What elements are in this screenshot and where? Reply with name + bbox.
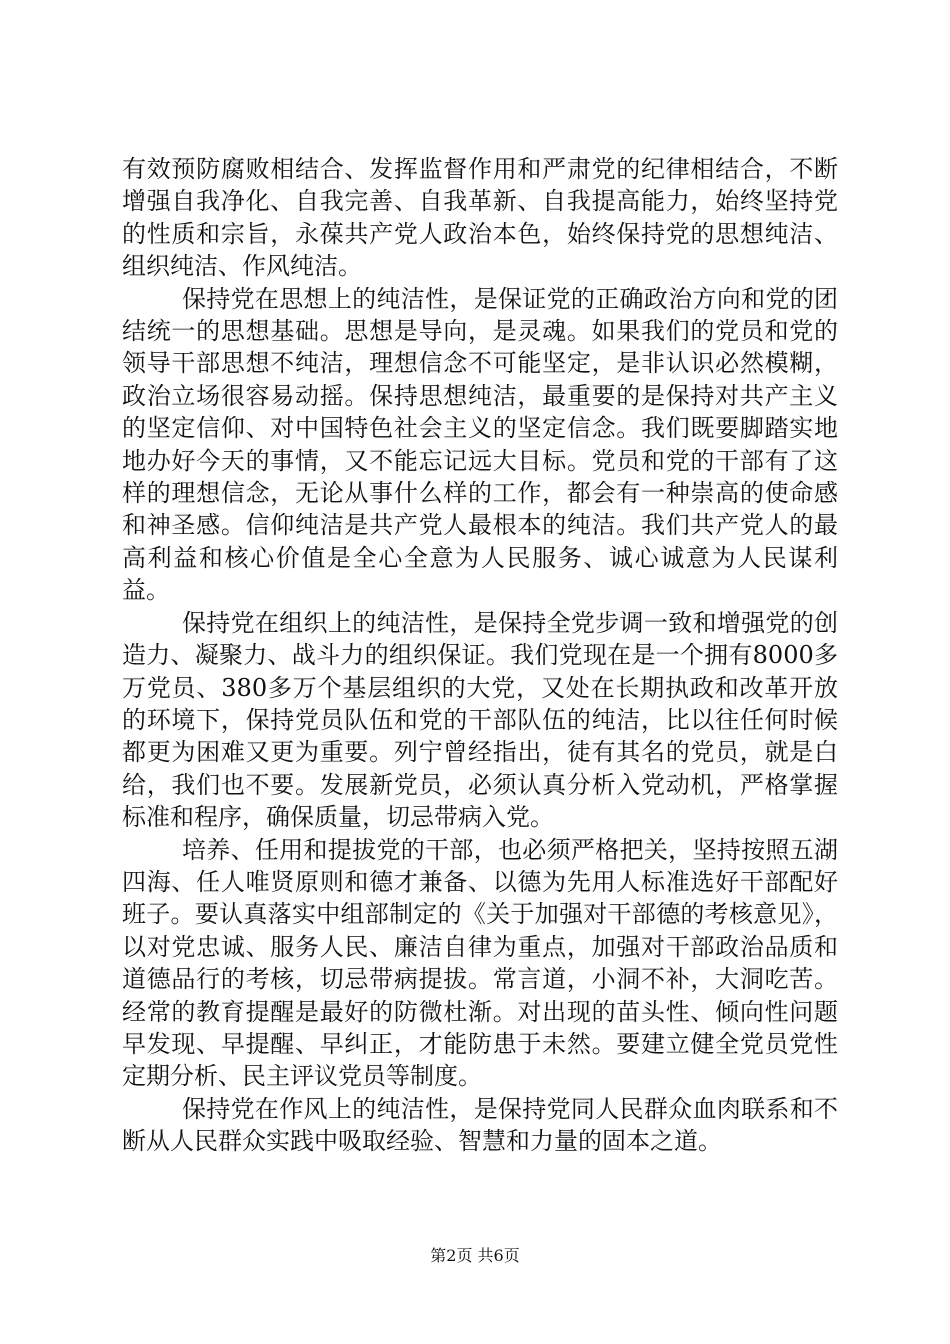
paragraph-3: 保持党在组织上的纯洁性，是保持全党步调一致和增强党的创造力、凝聚力、战斗力的组织保证。我们党现在是一个拥有8000多万党员、380多万个基层组织的大党，又处在长期执政和改革开放的环境下，保持党员队伍和党的干部队伍的纯洁，比以往任何时候都更为困难又更为重要。列宁曾经指出，徒有其名的党员，就是白给，我们也不要。发展新党员，必须认真分析入党动机，严格掌握标准和程序，确保质量，切忌带病入党。 xyxy=(122,608,838,832)
page-number-footer: 第2页 共6页 xyxy=(430,1246,520,1265)
paragraph-4: 培养、任用和提拔党的干部，也必须严格把关，坚持按照五湖四海、任人唯贤原则和德才兼备、以德为先用人标准选好干部配好班子。要认真落实中组部制定的《关于加强对干部德的考核意见》，以对党忠诚、服务人民、廉洁自律为重点，加强对干部政治品质和道德品行的考核，切忌带病提拔。常言道，小洞不补，大洞吃苦。经常的教育提醒是最好的防微杜渐。对出现的苗头性、倾向性问题早发现、早提醒、早纠正，才能防患于未然。要建立健全党员党性定期分析、民主评议党员等制度。 xyxy=(122,835,838,1091)
body-text xyxy=(122,153,838,1158)
paragraph-1: 有效预防腐败相结合、发挥监督作用和严肃党的纪律相结合，不断增强自我净化、自我完善、自我革新、自我提高能力，始终坚持党的性质和宗旨，永葆共产党人政治本色，始终保持党的思想纯洁、组织纯洁、作风纯洁。 xyxy=(122,155,838,281)
paragraph-2: 保持党在思想上的纯洁性，是保证党的正确政治方向和党的团结统一的思想基础。思想是导向，是灵魂。如果我们的党员和党的领导干部思想不纯洁，理想信念不可能坚定，是非认识必然模糊，政治立场很容易动摇。保持思想纯洁，最重要的是保持对共产主义的坚定信仰、对中国特色社会主义的坚定信念。我们既要脚踏实地地办好今天的事情，又不能忘记远大目标。党员和党的干部有了这样的理想信念，无论从事什么样的工作，都会有一种崇高的使命感和神圣感。信仰纯洁是共产党人最根本的纯洁。我们共产党人的最高利益和核心价值是全心全意为人民服务、诚心诚意为人民谋利益。 xyxy=(122,284,838,605)
paragraph-5: 保持党在作风上的纯洁性，是保持党同人民群众血肉联系和不断从人民群众实践中吸取经验、智慧和力量的固本之道。 xyxy=(122,1094,838,1156)
